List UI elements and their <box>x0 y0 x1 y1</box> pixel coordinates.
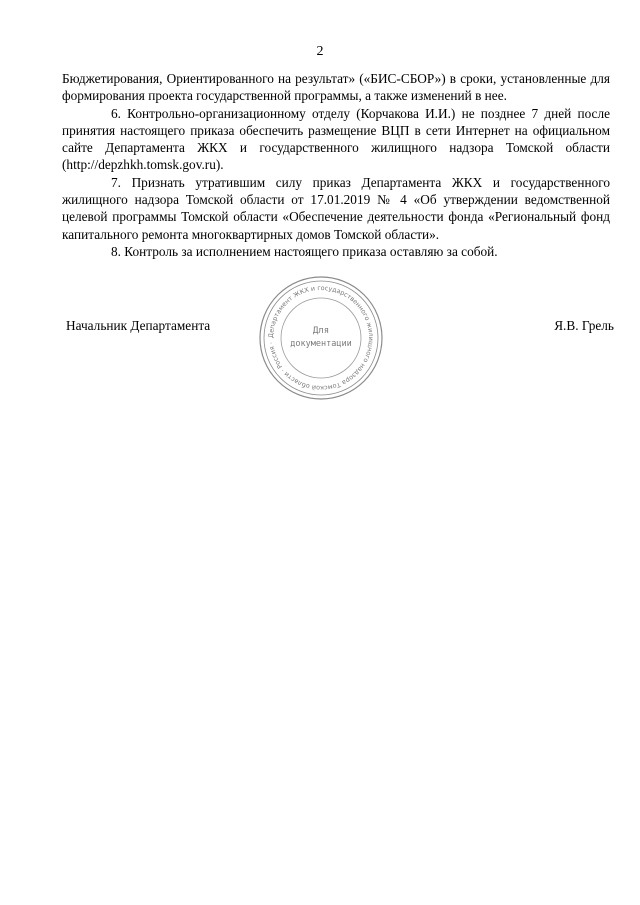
paragraph-item-8: 8. Контроль за исполнением настоящего приказа оставляю за собой. <box>111 243 498 259</box>
stamp-center-line-2: документации <box>290 339 352 349</box>
stamp-outer-ring <box>260 277 382 399</box>
paragraph-continuation: Бюджетирования, Ориентированного на результат» («БИС-СБОР») в сроки, установленные для формирования проекта государственной программы, а также изменений в нее. <box>62 71 610 104</box>
stamp-ring-text: Департамент ЖКХ и государственного жилищного надзора Томской области · Россия · <box>266 283 376 393</box>
paragraph-item-6: 6. Контрольно-организационному отделу (Корчакова И.И.) не позднее 7 дней после принятия настоящего приказа обеспечить размещение ВЦП в сети Интернет на официальном сайте Департамента ЖКХ и государственного жилищного надзора Томской области (http://depzhkh.tomsk.gov.ru). <box>62 105 610 173</box>
stamp-center-line-1: Для <box>312 326 330 336</box>
page-number: 2 <box>316 44 324 59</box>
stamp-center-ring <box>281 298 361 378</box>
signatory-position: Начальник Департамента <box>66 318 211 333</box>
document-body <box>62 70 610 260</box>
signatory-name: Я.В. Грель <box>554 318 614 333</box>
paragraph-item-7: 7. Признать утратившим силу приказ Департамента ЖКХ и государственного жилищного надзора Томской области от 17.01.2019 № 4 «Об утверждении ведомственной целевой программы Томской области «Обеспечение деятельности фонда «Региональный фонд капитального ремонта многоквартирных домов Томской области». <box>62 174 610 242</box>
official-seal-stamp <box>258 275 384 401</box>
